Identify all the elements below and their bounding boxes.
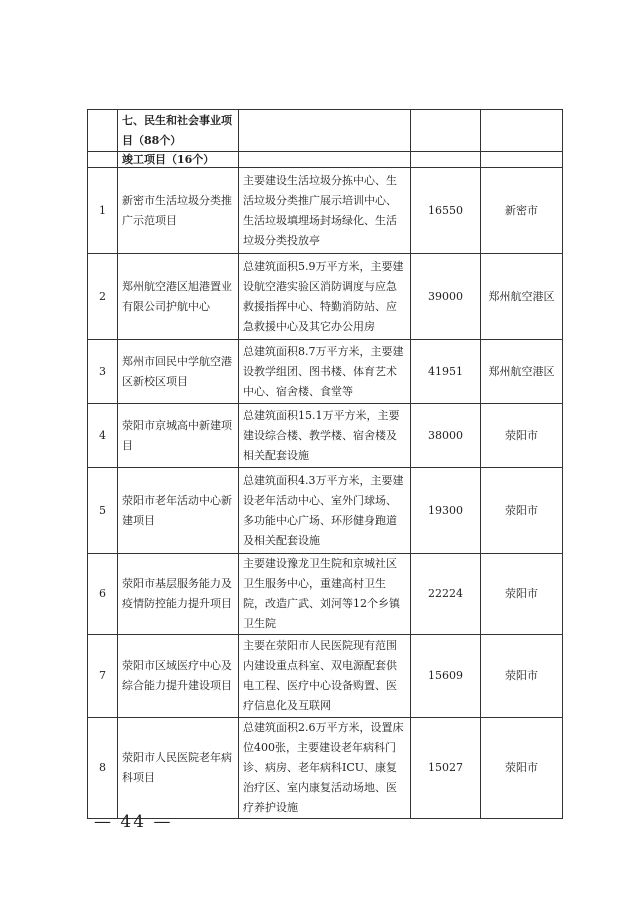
row-number: 5 [88,468,118,554]
project-name: 荥阳市基层服务能力及疫情防控能力提升项目 [118,554,239,635]
subsection-header-row [88,152,563,168]
project-name: 郑州航空港区旭港置业有限公司护航中心 [118,254,239,340]
page-number: — 44 — [94,812,173,832]
section-header-row [88,110,563,152]
blank-cell [411,110,481,152]
blank-cell [411,152,481,168]
row-number: 8 [88,718,118,819]
row-number: 1 [88,168,118,254]
row-number: 2 [88,254,118,340]
blank-cell [481,152,563,168]
row-number: 7 [88,635,118,718]
project-location: 荥阳市 [481,554,563,635]
table-row [88,635,563,718]
table-row [88,718,563,819]
subsection-title: 竣工项目（16个） [118,152,239,168]
project-location: 荥阳市 [481,718,563,819]
project-content: 总建筑面积5.9万平方米，主要建设航空港实验区消防调度与应急救援指挥中心、特勤消防站、应急救援中心及其它办公用房 [239,254,411,340]
project-content: 总建筑面积8.7万平方米，主要建设教学组团、图书楼、体育艺术中心、宿舍楼、食堂等 [239,340,411,404]
project-name: 荥阳市京城高中新建项目 [118,404,239,468]
section-title: 七、民生和社会事业项目（88个） [118,110,239,152]
investment-amount: 38000 [411,404,481,468]
investment-amount: 19300 [411,468,481,554]
project-location: 荥阳市 [481,635,563,718]
project-content: 主要建设豫龙卫生院和京城社区卫生服务中心，重建高村卫生院，改造广武、刘河等12个乡镇卫生院 [239,554,411,635]
table-row [88,340,563,404]
project-content: 总建筑面积2.6万平方米，设置床位400张，主要建设老年病科门诊、病房、老年病科ICU、康复治疗区、室内康复活动场地、医疗养护设施 [239,718,411,819]
project-name: 荥阳市区域医疗中心及综合能力提升建设项目 [118,635,239,718]
project-name: 荥阳市老年活动中心新建项目 [118,468,239,554]
investment-amount: 22224 [411,554,481,635]
project-location: 新密市 [481,168,563,254]
row-number: 3 [88,340,118,404]
project-location: 荥阳市 [481,404,563,468]
project-content: 总建筑面积15.1万平方米，主要建设综合楼、教学楼、宿舍楼及相关配套设施 [239,404,411,468]
project-location: 郑州航空港区 [481,340,563,404]
project-location: 郑州航空港区 [481,254,563,340]
investment-amount: 41951 [411,340,481,404]
row-number: 4 [88,404,118,468]
table-row [88,254,563,340]
blank-cell [88,152,118,168]
blank-cell [239,152,411,168]
project-content: 总建筑面积4.3万平方米，主要建设老年活动中心、室外门球场、多功能中心广场、环形健身跑道及相关配套设施 [239,468,411,554]
investment-amount: 39000 [411,254,481,340]
project-name: 新密市生活垃圾分类推广示范项目 [118,168,239,254]
table-row [88,404,563,468]
project-name: 郑州市回民中学航空港区新校区项目 [118,340,239,404]
investment-amount: 16550 [411,168,481,254]
row-number: 6 [88,554,118,635]
project-content: 主要建设生活垃圾分拣中心、生活垃圾分类推广展示培训中心、生活垃圾填埋场封场绿化、生活垃圾分类投放亭 [239,168,411,254]
table-row [88,168,563,254]
blank-cell [88,110,118,152]
investment-amount: 15027 [411,718,481,819]
blank-cell [481,110,563,152]
investment-amount: 15609 [411,635,481,718]
project-table [87,109,563,819]
project-name: 荥阳市人民医院老年病科项目 [118,718,239,819]
project-location: 荥阳市 [481,468,563,554]
project-content: 主要在荥阳市人民医院现有范围内建设重点科室、双电源配套供电工程、医疗中心设备购置、医疗信息化及互联网 [239,635,411,718]
blank-cell [239,110,411,152]
table-row [88,554,563,635]
table-row [88,468,563,554]
